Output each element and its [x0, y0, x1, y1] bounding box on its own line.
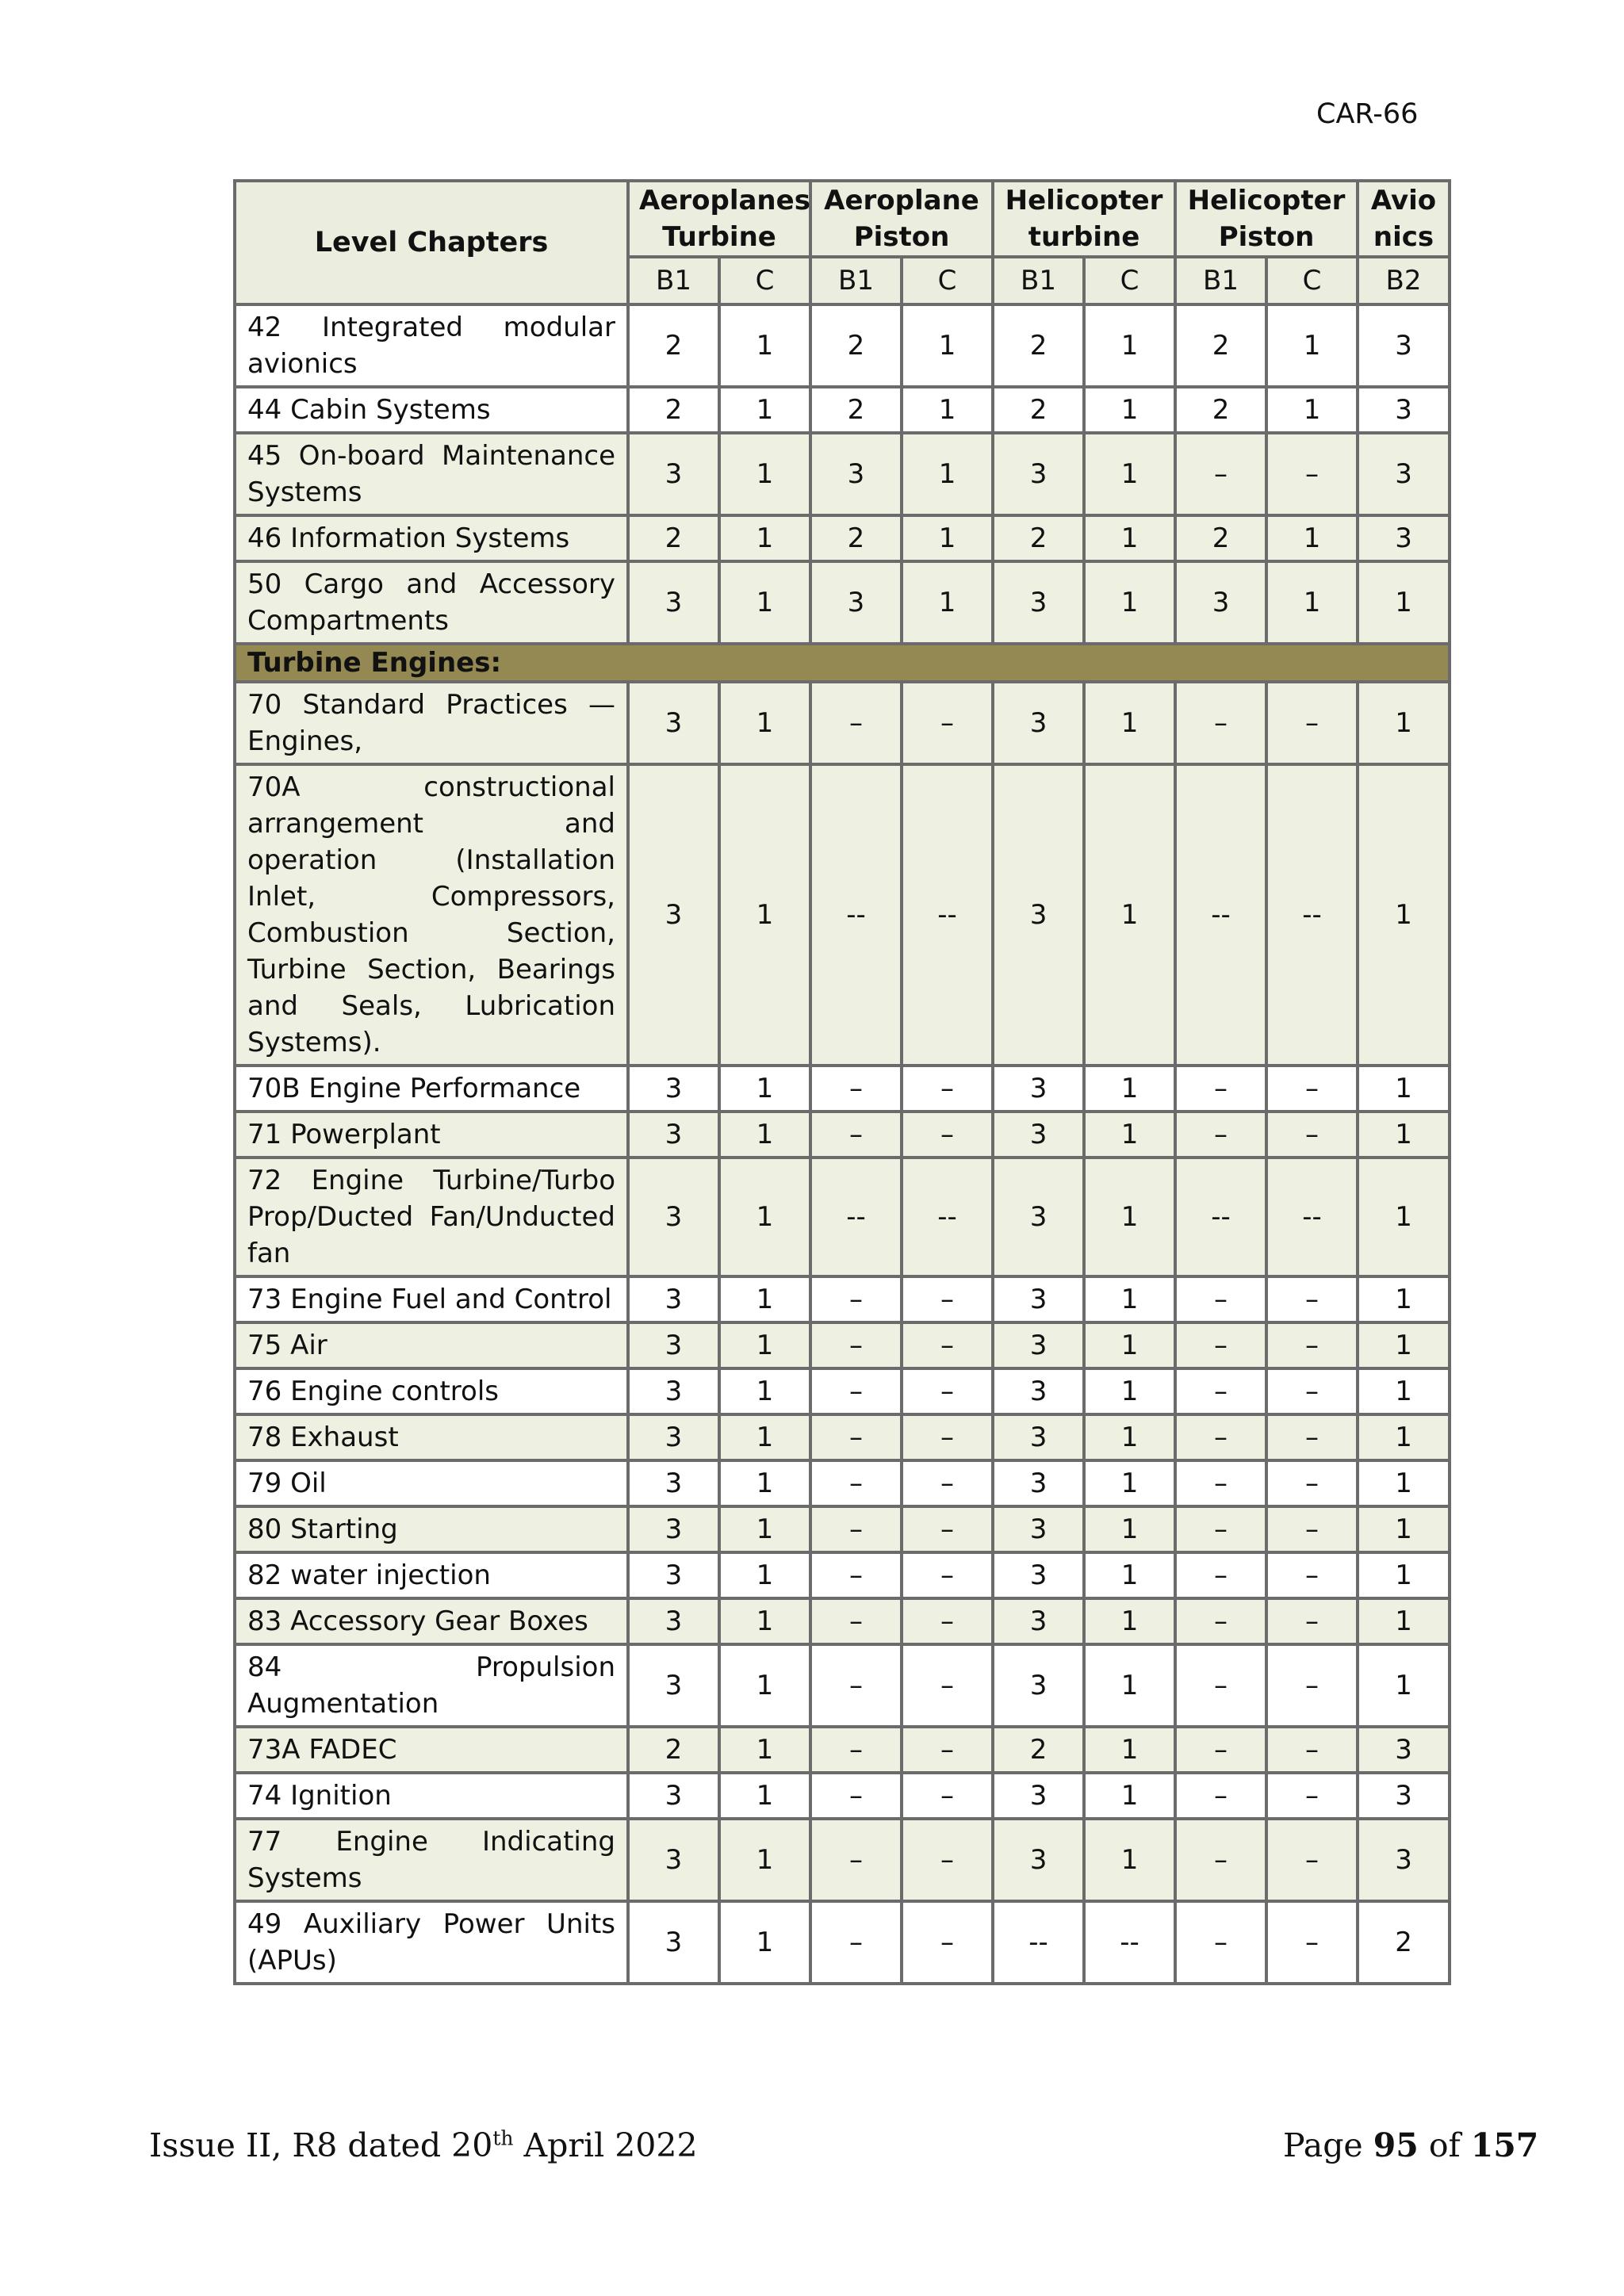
level-cell: 1	[1358, 1506, 1450, 1552]
level-cell: –	[810, 1276, 902, 1322]
level-cell: 3	[628, 1158, 719, 1276]
level-cell: 1	[1084, 515, 1175, 561]
level-cell: 1	[719, 433, 810, 515]
level-cell: 3	[993, 1276, 1084, 1322]
table-row	[235, 304, 1450, 387]
level-cell: --	[902, 764, 993, 1066]
chapter-label: 42 Integrated modular avionics	[235, 304, 628, 387]
level-cell: –	[1266, 1322, 1358, 1368]
level-cell: –	[1175, 682, 1266, 764]
level-cell: --	[810, 1158, 902, 1276]
subheader-helicopter-piston-c: C	[1266, 257, 1358, 304]
level-cell: 1	[1084, 764, 1175, 1066]
level-cell: 1	[719, 1552, 810, 1598]
level-cell: 1	[1084, 1276, 1175, 1322]
level-cell: –	[902, 1901, 993, 1984]
chapter-label: 78 Exhaust	[235, 1414, 628, 1460]
level-cell: 1	[1084, 387, 1175, 433]
chapter-label: 70A constructional arrangement and operation (Installation Inlet, Compressors, Combustion Section, Turbine Section, Bearings and Seals, Lubrication Systems).	[235, 764, 628, 1066]
level-cell: 2	[993, 515, 1084, 561]
level-cell: 2	[810, 304, 902, 387]
table-row	[235, 1322, 1450, 1368]
table-row	[235, 1901, 1450, 1984]
chapter-label: 70B Engine Performance	[235, 1066, 628, 1112]
level-cell: 3	[993, 1506, 1084, 1552]
chapter-label: 49 Auxiliary Power Units (APUs)	[235, 1901, 628, 1984]
chapter-label: 46 Information Systems	[235, 515, 628, 561]
level-cell: –	[1266, 1552, 1358, 1598]
level-cell: –	[810, 1819, 902, 1901]
level-cell: –	[1175, 1112, 1266, 1158]
table-row	[235, 682, 1450, 764]
level-cell: 3	[1358, 387, 1450, 433]
table-row	[235, 1552, 1450, 1598]
level-cell: –	[1266, 1644, 1358, 1727]
level-cell: 1	[1266, 515, 1358, 561]
table-row	[235, 1368, 1450, 1414]
level-cell: 2	[1175, 304, 1266, 387]
level-cell: –	[1175, 1506, 1266, 1552]
chapter-label: 75 Air	[235, 1322, 628, 1368]
level-cell: 1	[719, 515, 810, 561]
level-cell: 1	[719, 1112, 810, 1158]
level-cell: –	[810, 1552, 902, 1598]
level-cell: 1	[1358, 1322, 1450, 1368]
level-cell: 3	[993, 1598, 1084, 1644]
chapter-label: 76 Engine controls	[235, 1368, 628, 1414]
table-row	[235, 764, 1450, 1066]
level-cell: –	[1266, 1598, 1358, 1644]
level-cell: 3	[628, 1368, 719, 1414]
table-row	[235, 1414, 1450, 1460]
level-cell: 1	[719, 1066, 810, 1112]
level-cell: –	[810, 1414, 902, 1460]
level-cell: 1	[1266, 304, 1358, 387]
chapter-label: 44 Cabin Systems	[235, 387, 628, 433]
level-cell: –	[810, 1112, 902, 1158]
chapter-label: 73 Engine Fuel and Control	[235, 1276, 628, 1322]
level-cell: 1	[1084, 1066, 1175, 1112]
level-cell: –	[1175, 1727, 1266, 1773]
level-cell: 1	[719, 1727, 810, 1773]
level-cell: 1	[719, 1460, 810, 1506]
subheader-avionics-b2: B2	[1358, 257, 1450, 304]
level-cell: 3	[993, 1552, 1084, 1598]
table-row	[235, 1460, 1450, 1506]
level-cell: 3	[628, 1819, 719, 1901]
level-cell: --	[1175, 764, 1266, 1066]
header-helicopter-turbine: Helicopter turbine	[993, 181, 1175, 257]
document-id: CAR-66	[1316, 98, 1419, 130]
level-cell: 1	[719, 561, 810, 644]
footer-page-current: 95	[1373, 2126, 1419, 2164]
level-cell: 3	[993, 1112, 1084, 1158]
level-cell: 1	[719, 1901, 810, 1984]
level-cell: 1	[1358, 1552, 1450, 1598]
section-row	[235, 644, 1450, 682]
level-cell: –	[1266, 1727, 1358, 1773]
chapter-label: 45 On-board Maintenance Systems	[235, 433, 628, 515]
level-cell: 3	[628, 1460, 719, 1506]
level-cell: –	[810, 682, 902, 764]
section-label: Turbine Engines:	[235, 644, 1450, 682]
level-cell: 1	[719, 1598, 810, 1644]
level-cell: 1	[1358, 1158, 1450, 1276]
footer-page-number	[1283, 2126, 1538, 2164]
level-cell: 1	[1084, 1322, 1175, 1368]
level-cell: 1	[1358, 1460, 1450, 1506]
level-cell: –	[1175, 1644, 1266, 1727]
table-row	[235, 515, 1450, 561]
level-cell: 1	[1084, 1598, 1175, 1644]
level-cell: –	[1266, 1460, 1358, 1506]
level-cell: –	[902, 1066, 993, 1112]
level-cell: 1	[719, 1644, 810, 1727]
level-cell: 3	[628, 433, 719, 515]
level-cell: 1	[1358, 1644, 1450, 1727]
chapter-label: 79 Oil	[235, 1460, 628, 1506]
level-cell: –	[810, 1773, 902, 1819]
table-row	[235, 1773, 1450, 1819]
level-cell: 2	[1175, 515, 1266, 561]
level-cell: 1	[719, 764, 810, 1066]
level-cell: –	[1266, 1368, 1358, 1414]
level-cell: 1	[1084, 1819, 1175, 1901]
level-cell: 1	[719, 1819, 810, 1901]
table-row	[235, 1819, 1450, 1901]
level-cell: 1	[1358, 682, 1450, 764]
subheader-aeroplane-piston-b1: B1	[810, 257, 902, 304]
level-cell: –	[1175, 1460, 1266, 1506]
table-row	[235, 1644, 1450, 1727]
level-cell: 3	[993, 1414, 1084, 1460]
subheader-aeroplanes-turbine-b1: B1	[628, 257, 719, 304]
level-cell: 3	[993, 682, 1084, 764]
subheader-aeroplanes-turbine-c: C	[719, 257, 810, 304]
level-cell: –	[1175, 1819, 1266, 1901]
level-cell: 1	[719, 1773, 810, 1819]
level-cell: --	[902, 1158, 993, 1276]
level-cell: 2	[993, 387, 1084, 433]
level-cell: –	[902, 1598, 993, 1644]
level-cell: 3	[628, 561, 719, 644]
level-cell: –	[902, 1460, 993, 1506]
level-cell: 1	[1084, 1368, 1175, 1414]
level-cell: –	[1175, 433, 1266, 515]
level-cell: 1	[1084, 1644, 1175, 1727]
level-cell: –	[1175, 1552, 1266, 1598]
subheader-aeroplane-piston-c: C	[902, 257, 993, 304]
level-cell: –	[1266, 1414, 1358, 1460]
table-row	[235, 1158, 1450, 1276]
level-cell: 3	[628, 1773, 719, 1819]
level-cell: –	[810, 1506, 902, 1552]
table-body	[235, 304, 1450, 1984]
footer-issue	[149, 2126, 698, 2164]
level-cell: 3	[993, 1322, 1084, 1368]
level-cell: 2	[1358, 1901, 1450, 1984]
level-cell: 1	[1084, 304, 1175, 387]
level-cell: 1	[719, 1322, 810, 1368]
level-chapters-table	[233, 179, 1451, 1985]
level-cell: 1	[1084, 561, 1175, 644]
level-cell: –	[1266, 1819, 1358, 1901]
subheader-helicopter-piston-b1: B1	[1175, 257, 1266, 304]
level-cell: 1	[719, 387, 810, 433]
level-cell: –	[1175, 1773, 1266, 1819]
level-cell: –	[1175, 1368, 1266, 1414]
level-cell: –	[902, 1368, 993, 1414]
level-cell: –	[810, 1460, 902, 1506]
level-cell: 3	[993, 433, 1084, 515]
level-cell: 3	[628, 1506, 719, 1552]
level-cell: --	[1266, 1158, 1358, 1276]
level-cell: –	[810, 1066, 902, 1112]
level-cell: –	[902, 1644, 993, 1727]
level-cell: --	[993, 1901, 1084, 1984]
level-cell: 3	[628, 682, 719, 764]
level-cell: –	[810, 1322, 902, 1368]
header-aeroplane-piston: Aeroplane Piston	[810, 181, 993, 257]
level-cell: 3	[993, 561, 1084, 644]
level-cell: --	[1266, 764, 1358, 1066]
chapter-label: 80 Starting	[235, 1506, 628, 1552]
level-cell: 1	[1084, 1112, 1175, 1158]
level-cell: –	[1175, 1066, 1266, 1112]
level-cell: 1	[719, 1276, 810, 1322]
level-cell: –	[1175, 1414, 1266, 1460]
level-cell: 3	[628, 1066, 719, 1112]
level-cell: 3	[993, 1773, 1084, 1819]
level-cell: –	[1266, 1901, 1358, 1984]
level-cell: –	[902, 682, 993, 764]
level-cell: –	[810, 1727, 902, 1773]
level-cell: 1	[902, 387, 993, 433]
level-cell: 1	[1084, 1414, 1175, 1460]
level-cell: 2	[810, 515, 902, 561]
level-cell: 1	[1084, 1158, 1175, 1276]
level-cell: 1	[1084, 433, 1175, 515]
level-cell: --	[1175, 1158, 1266, 1276]
table-row	[235, 1727, 1450, 1773]
level-cell: –	[902, 1322, 993, 1368]
table-row	[235, 1506, 1450, 1552]
level-cell: 1	[719, 1368, 810, 1414]
level-cell: –	[902, 1552, 993, 1598]
level-cell: 2	[810, 387, 902, 433]
level-cell: 2	[993, 304, 1084, 387]
level-cell: 1	[902, 433, 993, 515]
level-cell: 1	[1266, 387, 1358, 433]
level-cell: 1	[1358, 1112, 1450, 1158]
chapter-label: 83 Accessory Gear Boxes	[235, 1598, 628, 1644]
level-cell: 3	[1358, 304, 1450, 387]
level-cell: 3	[1358, 1727, 1450, 1773]
header-level-chapters: Level Chapters	[235, 181, 628, 304]
level-cell: 3	[993, 1819, 1084, 1901]
level-cell: 1	[1358, 1368, 1450, 1414]
table-row	[235, 561, 1450, 644]
level-cell: 1	[1084, 1506, 1175, 1552]
level-cell: 3	[628, 1322, 719, 1368]
chapter-label: 50 Cargo and Accessory Compartments	[235, 561, 628, 644]
level-cell: 1	[1358, 1414, 1450, 1460]
level-cell: 1	[1084, 1773, 1175, 1819]
level-cell: --	[1084, 1901, 1175, 1984]
level-cell: 2	[628, 304, 719, 387]
level-cell: –	[1266, 1112, 1358, 1158]
level-cell: 1	[719, 1158, 810, 1276]
header-helicopter-piston: Helicopter Piston	[1175, 181, 1358, 257]
footer-page-prefix: Page	[1283, 2126, 1373, 2164]
table-row	[235, 1112, 1450, 1158]
level-cell: –	[902, 1112, 993, 1158]
subheader-helicopter-turbine-c: C	[1084, 257, 1175, 304]
chapter-label: 82 water injection	[235, 1552, 628, 1598]
level-cell: 3	[1175, 561, 1266, 644]
level-cell: 3	[993, 1644, 1084, 1727]
level-cell: 3	[628, 1276, 719, 1322]
level-cell: –	[1266, 1773, 1358, 1819]
chapter-label: 77 Engine Indicating Systems	[235, 1819, 628, 1901]
level-cell: 3	[810, 561, 902, 644]
level-cell: –	[1266, 682, 1358, 764]
level-cell: 1	[719, 682, 810, 764]
level-cell: –	[1175, 1322, 1266, 1368]
level-cell: –	[902, 1773, 993, 1819]
subheader-helicopter-turbine-b1: B1	[993, 257, 1084, 304]
level-cell: 1	[1084, 1552, 1175, 1598]
level-cell: 1	[1084, 1727, 1175, 1773]
table-row	[235, 1598, 1450, 1644]
footer-page-total: 157	[1470, 2126, 1539, 2164]
level-cell: 1	[1266, 561, 1358, 644]
level-cell: –	[1266, 1276, 1358, 1322]
level-cell: –	[902, 1819, 993, 1901]
level-cell: 3	[993, 1368, 1084, 1414]
level-cell: 3	[628, 1112, 719, 1158]
level-cell: 1	[1358, 1066, 1450, 1112]
chapter-label: 84 Propulsion Augmentation	[235, 1644, 628, 1727]
level-cell: –	[1266, 433, 1358, 515]
level-cell: 1	[719, 1506, 810, 1552]
level-cell: –	[810, 1368, 902, 1414]
level-cell: 3	[628, 1552, 719, 1598]
chapter-label: 74 Ignition	[235, 1773, 628, 1819]
level-cell: 1	[902, 515, 993, 561]
level-cell: –	[902, 1506, 993, 1552]
footer-issue-prefix: Issue II, R8 dated 20	[149, 2126, 493, 2164]
level-cell: 3	[993, 1066, 1084, 1112]
level-cell: –	[810, 1598, 902, 1644]
table-row	[235, 1276, 1450, 1322]
level-cell: 1	[902, 561, 993, 644]
footer-issue-suffix: April 2022	[513, 2126, 698, 2164]
level-cell: 1	[1358, 764, 1450, 1066]
level-cell: --	[810, 764, 902, 1066]
level-cell: 3	[993, 764, 1084, 1066]
table-row	[235, 1066, 1450, 1112]
level-cell: 1	[1358, 561, 1450, 644]
chapter-label: 73A FADEC	[235, 1727, 628, 1773]
level-cell: –	[902, 1276, 993, 1322]
level-cell: 3	[628, 1901, 719, 1984]
level-cell: 1	[1358, 1276, 1450, 1322]
level-cell: –	[902, 1727, 993, 1773]
chapter-label: 71 Powerplant	[235, 1112, 628, 1158]
level-cell: 1	[719, 1414, 810, 1460]
level-cell: –	[1175, 1598, 1266, 1644]
level-cell: –	[810, 1644, 902, 1727]
level-cell: 2	[628, 515, 719, 561]
level-cell: 3	[993, 1158, 1084, 1276]
chapter-label: 70 Standard Practices — Engines,	[235, 682, 628, 764]
table-row	[235, 433, 1450, 515]
level-cell: –	[1266, 1506, 1358, 1552]
level-cell: 3	[628, 764, 719, 1066]
header-avionics: Avio nics	[1358, 181, 1450, 257]
level-cell: 3	[1358, 1819, 1450, 1901]
level-cell: 2	[1175, 387, 1266, 433]
level-cell: –	[1175, 1276, 1266, 1322]
level-cell: 2	[628, 1727, 719, 1773]
level-cell: 2	[628, 387, 719, 433]
level-cell: 1	[1358, 1598, 1450, 1644]
table-row	[235, 387, 1450, 433]
level-cell: 3	[1358, 1773, 1450, 1819]
level-cell: 3	[628, 1644, 719, 1727]
level-cell: 3	[1358, 433, 1450, 515]
chapter-label: 72 Engine Turbine/Turbo Prop/Ducted Fan/Unducted fan	[235, 1158, 628, 1276]
level-cell: 3	[810, 433, 902, 515]
header-aeroplanes-turbine: Aeroplanes Turbine	[628, 181, 810, 257]
level-cell: –	[1266, 1066, 1358, 1112]
level-cell: –	[810, 1901, 902, 1984]
level-cell: 1	[1084, 682, 1175, 764]
footer-issue-sup: th	[492, 2126, 514, 2150]
level-cell: –	[902, 1414, 993, 1460]
level-cell: –	[1175, 1901, 1266, 1984]
level-cell: 3	[1358, 515, 1450, 561]
level-cell: 1	[719, 304, 810, 387]
level-cell: 1	[902, 304, 993, 387]
footer-page-of: of	[1418, 2126, 1471, 2164]
level-cell: 3	[628, 1414, 719, 1460]
level-cell: 3	[993, 1460, 1084, 1506]
level-cell: 1	[1084, 1460, 1175, 1506]
level-cell: 3	[628, 1598, 719, 1644]
level-cell: 2	[993, 1727, 1084, 1773]
